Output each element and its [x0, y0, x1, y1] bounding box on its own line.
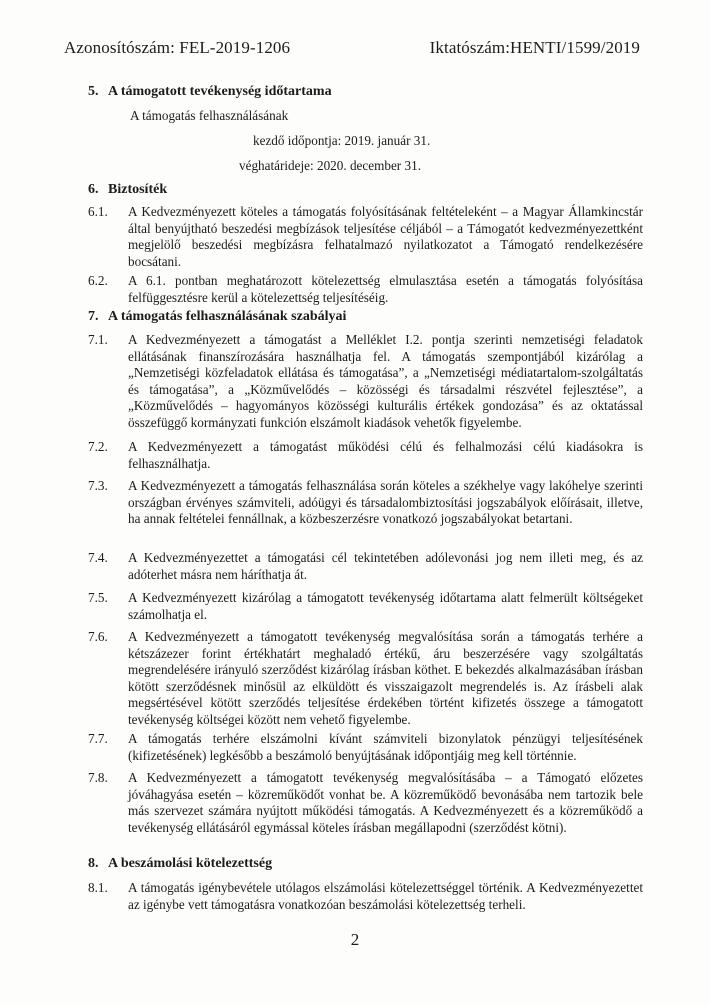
- section-8-heading: [88, 856, 272, 872]
- section-number: 7.: [88, 309, 99, 324]
- period-start: kezdő időpontja: 2019. január 31.: [253, 133, 431, 148]
- section-number: 6.: [88, 182, 99, 197]
- clause-text: A Kedvezményezett a támogatást a Melléklet I.2. pontja szerinti nemzetiségi feladatok ellátásának finanszírozására használhatja fel. A támogatás szempontjából kizárólag a „Nemzetiségi közfeladatok ellátása és támogatása”, a „Nemzetiségi médiatartalom-szolgáltatás és támogatása”, a „Közművelődés – közösségi és társadalmi részvétel fejlesztése”, a „Közművelődés – hagyományos közösségi kulturális értékek gondozása” és az oktatással összefüggő kormányzati funkción elszámolt kiadások vehetők figyelembe.: [128, 332, 643, 430]
- clause-number: 7.8.: [88, 770, 108, 785]
- clause-text: A támogatás igénybevétele utólagos elszámolási kötelezettséggel történik. A Kedvezményezettet az igénybe vett támogatásra vonatkozóan beszámolási kötelezettség terheli.: [128, 880, 643, 912]
- clause-text: A Kedvezményezett a támogatott tevékenység megvalósítása során a támogatás terhére a kétszázezer forint értékhatárt meghaladó értékű, áru beszerzésére vagy szolgáltatás megrendelésére irányuló szerződést kizárólag írásban köthet. E bekezdés alkalmazásában írásban kötött szerződésnek minősül az elküldött és visszaigazolt megrendelés is. Az írásbeli alak megsértésével kötött szerződés teljesítése érdekében történt kifizetés összege a támogatott tevékenység költségei között nem vehető figyelembe.: [128, 629, 643, 727]
- clause-number: 7.1.: [88, 332, 108, 347]
- clause-number: 7.6.: [88, 629, 108, 644]
- clause-number: 7.3.: [88, 478, 108, 493]
- clause-text: A Kedvezményezett kizárólag a támogatott tevékenység időtartama alatt felmerült költségeket számolhatja el.: [128, 590, 643, 622]
- identifier-number: Azonosítószám: FEL-2019-1206: [64, 38, 291, 57]
- clause-number: 8.1.: [88, 880, 108, 895]
- clause-text: A 6.1. pontban meghatározott kötelezettség elmulasztása esetén a támogatás folyósítása felfüggesztésre kerül a kötelezettség teljesítéséig.: [128, 273, 643, 305]
- section-7-heading: [88, 309, 346, 325]
- section-6-heading: [88, 182, 167, 198]
- clause-number: 7.4.: [88, 550, 108, 565]
- section-5-heading: [88, 84, 332, 100]
- clause-text: A Kedvezményezett a támogatást működési célú és felhalmozási célú kiadásokra is felhasználhatja.: [128, 439, 643, 471]
- clause-text: A Kedvezményezett köteles a támogatás folyósításának feltételeként – a Magyar Államkincstár által benyújtható beszedési megbízások teljesítése céljából – a Támogatót kedvezményezettként megjelölő beszedési megbízásra felhatalmazó nyilatkozatot a Támogató rendelkezésére bocsátani.: [128, 204, 643, 269]
- section-title: Biztosíték: [108, 182, 168, 197]
- clause-number: 7.2.: [88, 439, 108, 454]
- section-title: A támogatás felhasználásának szabályai: [108, 309, 347, 324]
- section-number: 5.: [88, 84, 99, 99]
- period-intro: A támogatás felhasználásának: [130, 108, 289, 123]
- registration-number: Iktatószám:HENTI/1599/2019: [429, 38, 640, 57]
- section-title: A beszámolási kötelezettség: [108, 856, 273, 871]
- period-end: véghatárideje: 2020. december 31.: [239, 158, 421, 173]
- clause-number: 7.5.: [88, 590, 108, 605]
- clause-number: 7.7.: [88, 731, 108, 746]
- page-number: 2: [350, 930, 360, 949]
- clause-number: 6.2.: [88, 273, 108, 288]
- section-title: A támogatott tevékenység időtartama: [108, 84, 332, 99]
- clause-text: A Kedvezményezett a támogatott tevékenység megvalósításába – a Támogató előzetes jóváhagyása esetén – közreműködőt vonhat be. A közreműködő bevonásába nem tartozik bele más szervezet számára nyújtott működési támogatás. A Kedvezményezett és a közreműködő a tevékenység ellátásáról egymással köteles írásban megállapodni (szerződést kötni).: [128, 770, 643, 835]
- clause-number: 6.1.: [88, 204, 108, 219]
- clause-text: A Kedvezményezettet a támogatási cél tekintetében adólevonási jog nem illeti meg, és az adóterhet másra nem háríthatja át.: [128, 550, 643, 582]
- section-number: 8.: [88, 856, 99, 871]
- clause-text: A Kedvezményezett a támogatás felhasználása során köteles a székhelye vagy lakóhelye szerinti országban érvényes számviteli, adóügyi és társadalombiztosítási jogszabályok előírásait, illetve, ha annak feltételei fennállnak, a közbeszerzésre vonatkozó jogszabályokat betartani.: [128, 478, 643, 527]
- clause-text: A támogatás terhére elszámolni kívánt számviteli bizonylatok pénzügyi teljesítésének (kifizetésének) legkésőbb a beszámoló benyújtásának időpontjáig meg kell történnie.: [128, 731, 643, 763]
